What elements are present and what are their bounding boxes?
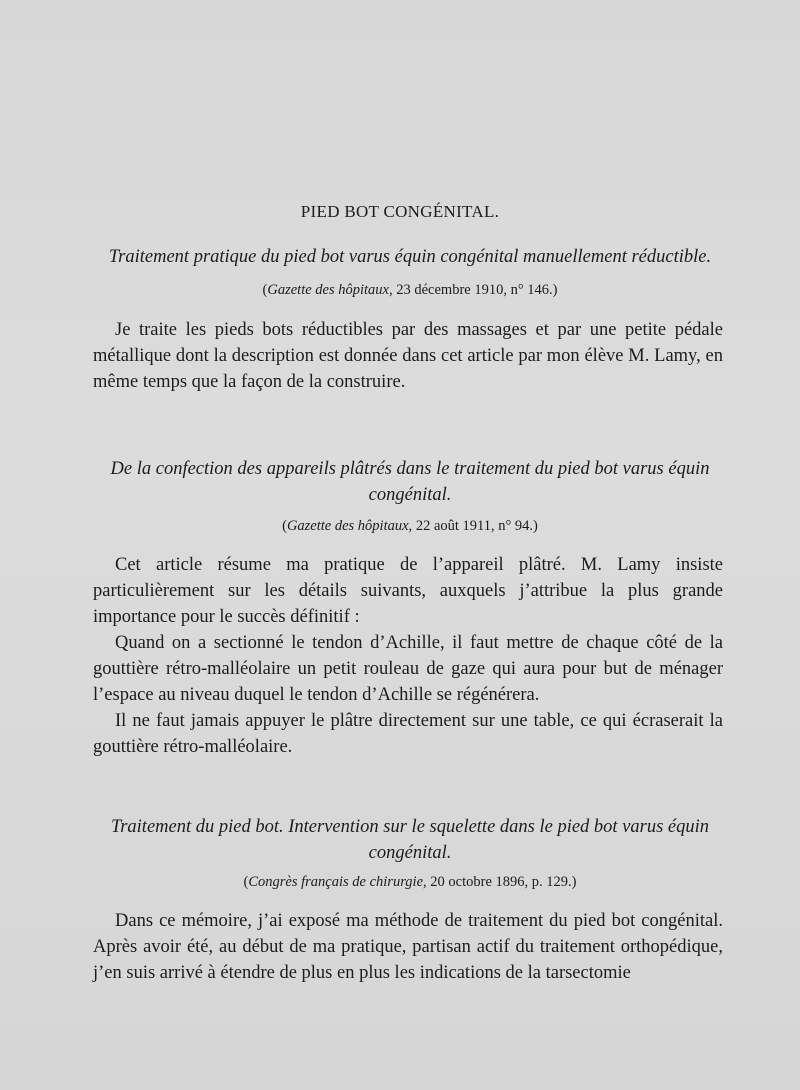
section-body-3: [93, 908, 723, 986]
paragraph: Quand on a sectionné le tendon d’Achille, il faut mettre de chaque côté de la gouttière rétro-malléolaire un petit rouleau de gaze qui aura pour but de ménager l’espace au niveau duquel le tendon d’Achille se régénérera.: [93, 633, 723, 705]
section-body-1: [93, 317, 723, 395]
paragraph: Je traite les pieds bots réductibles par des massages et par une petite pédale métallique dont la description est donnée dans cet article par mon élève M. Lamy, en même temps que la façon de la construire.: [93, 320, 723, 392]
section-body-2: [93, 552, 723, 760]
source-details: 22 août 1911, n° 94.: [415, 518, 534, 534]
source-journal: Gazette des hôpitaux,: [267, 282, 393, 298]
section-source-2: (Gazette des hôpitaux, 22 août 1911, n° 94.): [282, 518, 538, 534]
paragraph: Cet article résume ma pratique de l’appareil plâtré. M. Lamy insiste particulièrement sur les détails suivants, auxquels j’attribue la plus grande importance pour le succès définitif :: [93, 555, 723, 627]
page-title: PIED BOT CONGÉNITAL.: [300, 202, 500, 221]
section-source-3: (Congrès français de chirurgie, 20 octobre 1896, p. 129.): [243, 874, 577, 890]
source-journal: Congrès français de chirurgie,: [248, 874, 427, 890]
section-heading-2: De la confection des appareils plâtrés dans le traitement du pied bot varus équin congénital.: [110, 459, 710, 505]
source-details: 23 décembre 1910, n° 146.: [396, 282, 553, 298]
section-heading-3: Traitement du pied bot. Intervention sur le squelette dans le pied bot varus équin congénital.: [110, 817, 710, 863]
source-journal: Gazette des hôpitaux,: [286, 518, 413, 534]
section-source-1: (Gazette des hôpitaux, 23 décembre 1910, n° 146.): [262, 282, 558, 298]
paragraph: Dans ce mémoire, j’ai exposé ma méthode de traitement du pied bot congénital. Après avoir été, au début de ma pratique, partisan actif du traitement orthopédique, j’en suis arrivé à étendre de plus en plus les indications de la tarsectomie: [93, 911, 723, 983]
source-details: 20 octobre 1896, p. 129.: [430, 874, 572, 890]
section-heading-1: Traitement pratique du pied bot varus équin congénital manuellement réductible.: [108, 247, 712, 267]
paragraph: Il ne faut jamais appuyer le plâtre directement sur une table, ce qui écraserait la gouttière rétro-malléolaire.: [93, 711, 723, 757]
